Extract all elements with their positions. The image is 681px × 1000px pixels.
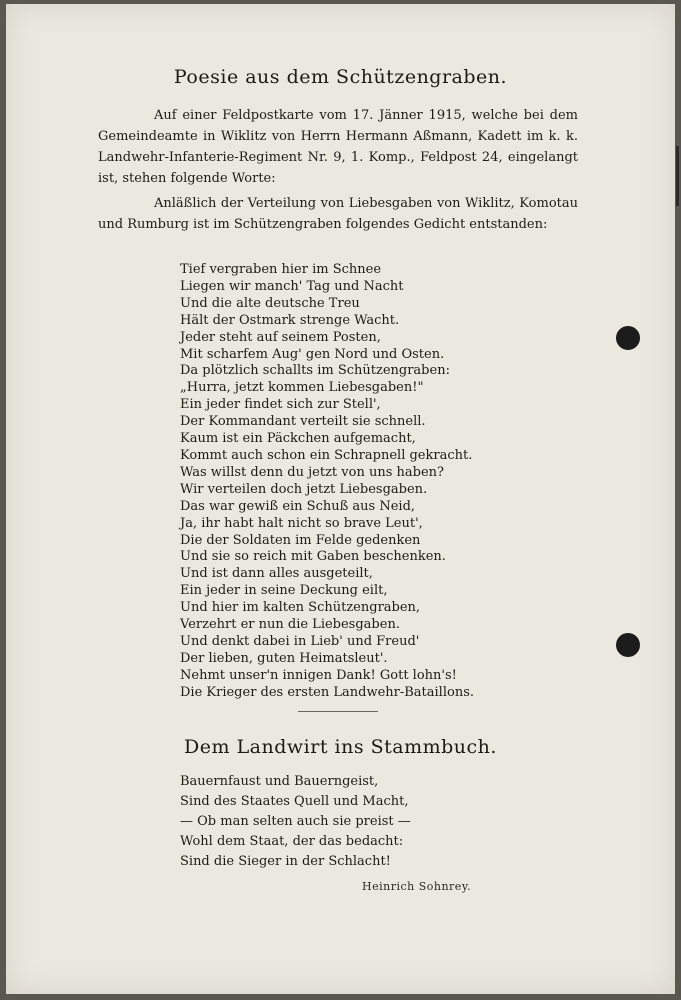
verse-line: Da plötzlich schallts im Schützengraben: — [180, 363, 450, 379]
verse-line: Liegen wir manch' Tag und Nacht — [180, 278, 404, 294]
verse-line: Sind des Staates Quell und Macht, — [180, 794, 409, 809]
section-divider — [298, 711, 378, 712]
verse-line: Wir verteilen doch jetzt Liebesgaben. — [180, 481, 428, 497]
verse-line: Ja, ihr habt halt nicht so brave Leut', — [180, 515, 423, 531]
verse-line: Und denkt dabei in Lieb' und Freud' — [180, 633, 420, 649]
punch-hole — [616, 326, 640, 350]
verse-line: — Ob man selten auch sie preist — — [180, 814, 411, 829]
intro-paragraph: Auf einer Feldpostkarte vom 17. Jänner 1915, welche bei dem Gemeindeamte in Wiklitz von Herrn Hermann Aßmann, Kadett im k. k. Landwehr-Infanterie-Regiment Nr. 9, 1. Komp., Feldpost 24, eingelangt ist, stehen folgende Worte: — [98, 108, 578, 186]
page-edge-mark — [676, 146, 679, 206]
verse-line: Kommt auch schon ein Schrapnell gekracht. — [180, 447, 473, 463]
punch-hole — [616, 633, 640, 657]
verse-line: Tief vergraben hier im Schnee — [180, 262, 382, 277]
second-poem-title: Dem Landwirt ins Stammbuch. — [184, 736, 497, 758]
verse-line: Und ist dann alles ausgeteilt, — [180, 566, 373, 582]
verse-line: Was willst denn du jetzt von uns haben? — [180, 464, 444, 480]
verse-line: Kaum ist ein Päckchen aufgemacht, — [180, 431, 416, 447]
verse-line: Die Krieger des ersten Landwehr-Bataillons. — [180, 684, 474, 700]
verse-line: Hält der Ostmark strenge Wacht. — [180, 312, 400, 328]
verse-line: Der Kommandant verteilt sie schnell. — [180, 414, 426, 430]
second-poem-verses — [180, 772, 540, 872]
verse-line: „Hurra, jetzt kommen Liebesgaben!" — [180, 380, 424, 396]
verse-line: Und die alte deutsche Treu — [180, 295, 360, 311]
verse-line: Das war gewiß ein Schuß aus Neid, — [180, 498, 416, 514]
verse-line: Nehmt unser'n innigen Dank! Gott lohn's! — [180, 667, 457, 683]
verse-line: Bauernfaust und Bauerngeist, — [180, 774, 379, 789]
verse-line: Der lieben, guten Heimatsleut'. — [180, 650, 388, 666]
verse-line: Die der Soldaten im Felde gedenken — [180, 532, 421, 548]
verse-line: Ein jeder findet sich zur Stell', — [180, 397, 381, 413]
verse-line: Und sie so reich mit Gaben beschenken. — [180, 549, 446, 565]
document-page — [6, 4, 675, 994]
second-paragraph: Anläßlich der Verteilung von Liebesgaben von Wiklitz, Komotau und Rumburg ist im Schützengraben folgendes Gedicht entstanden: — [98, 196, 578, 232]
verse-line: Jeder steht auf seinem Posten, — [180, 329, 381, 345]
poem-verses — [180, 262, 540, 702]
verse-line: Ein jeder in seine Deckung eilt, — [180, 583, 388, 599]
verse-line: Wohl dem Staat, der das bedacht: — [180, 834, 404, 849]
verse-line: Mit scharfem Aug' gen Nord und Osten. — [180, 346, 445, 362]
poem-title: Poesie aus dem Schützengraben. — [173, 66, 508, 88]
verse-line: Sind die Sieger in der Schlacht! — [180, 854, 391, 869]
author-signature: Heinrich Sohnrey. — [362, 880, 472, 893]
verse-line: Und hier im kalten Schützengraben, — [180, 600, 421, 616]
verse-line: Verzehrt er nun die Liebesgaben. — [180, 617, 400, 633]
